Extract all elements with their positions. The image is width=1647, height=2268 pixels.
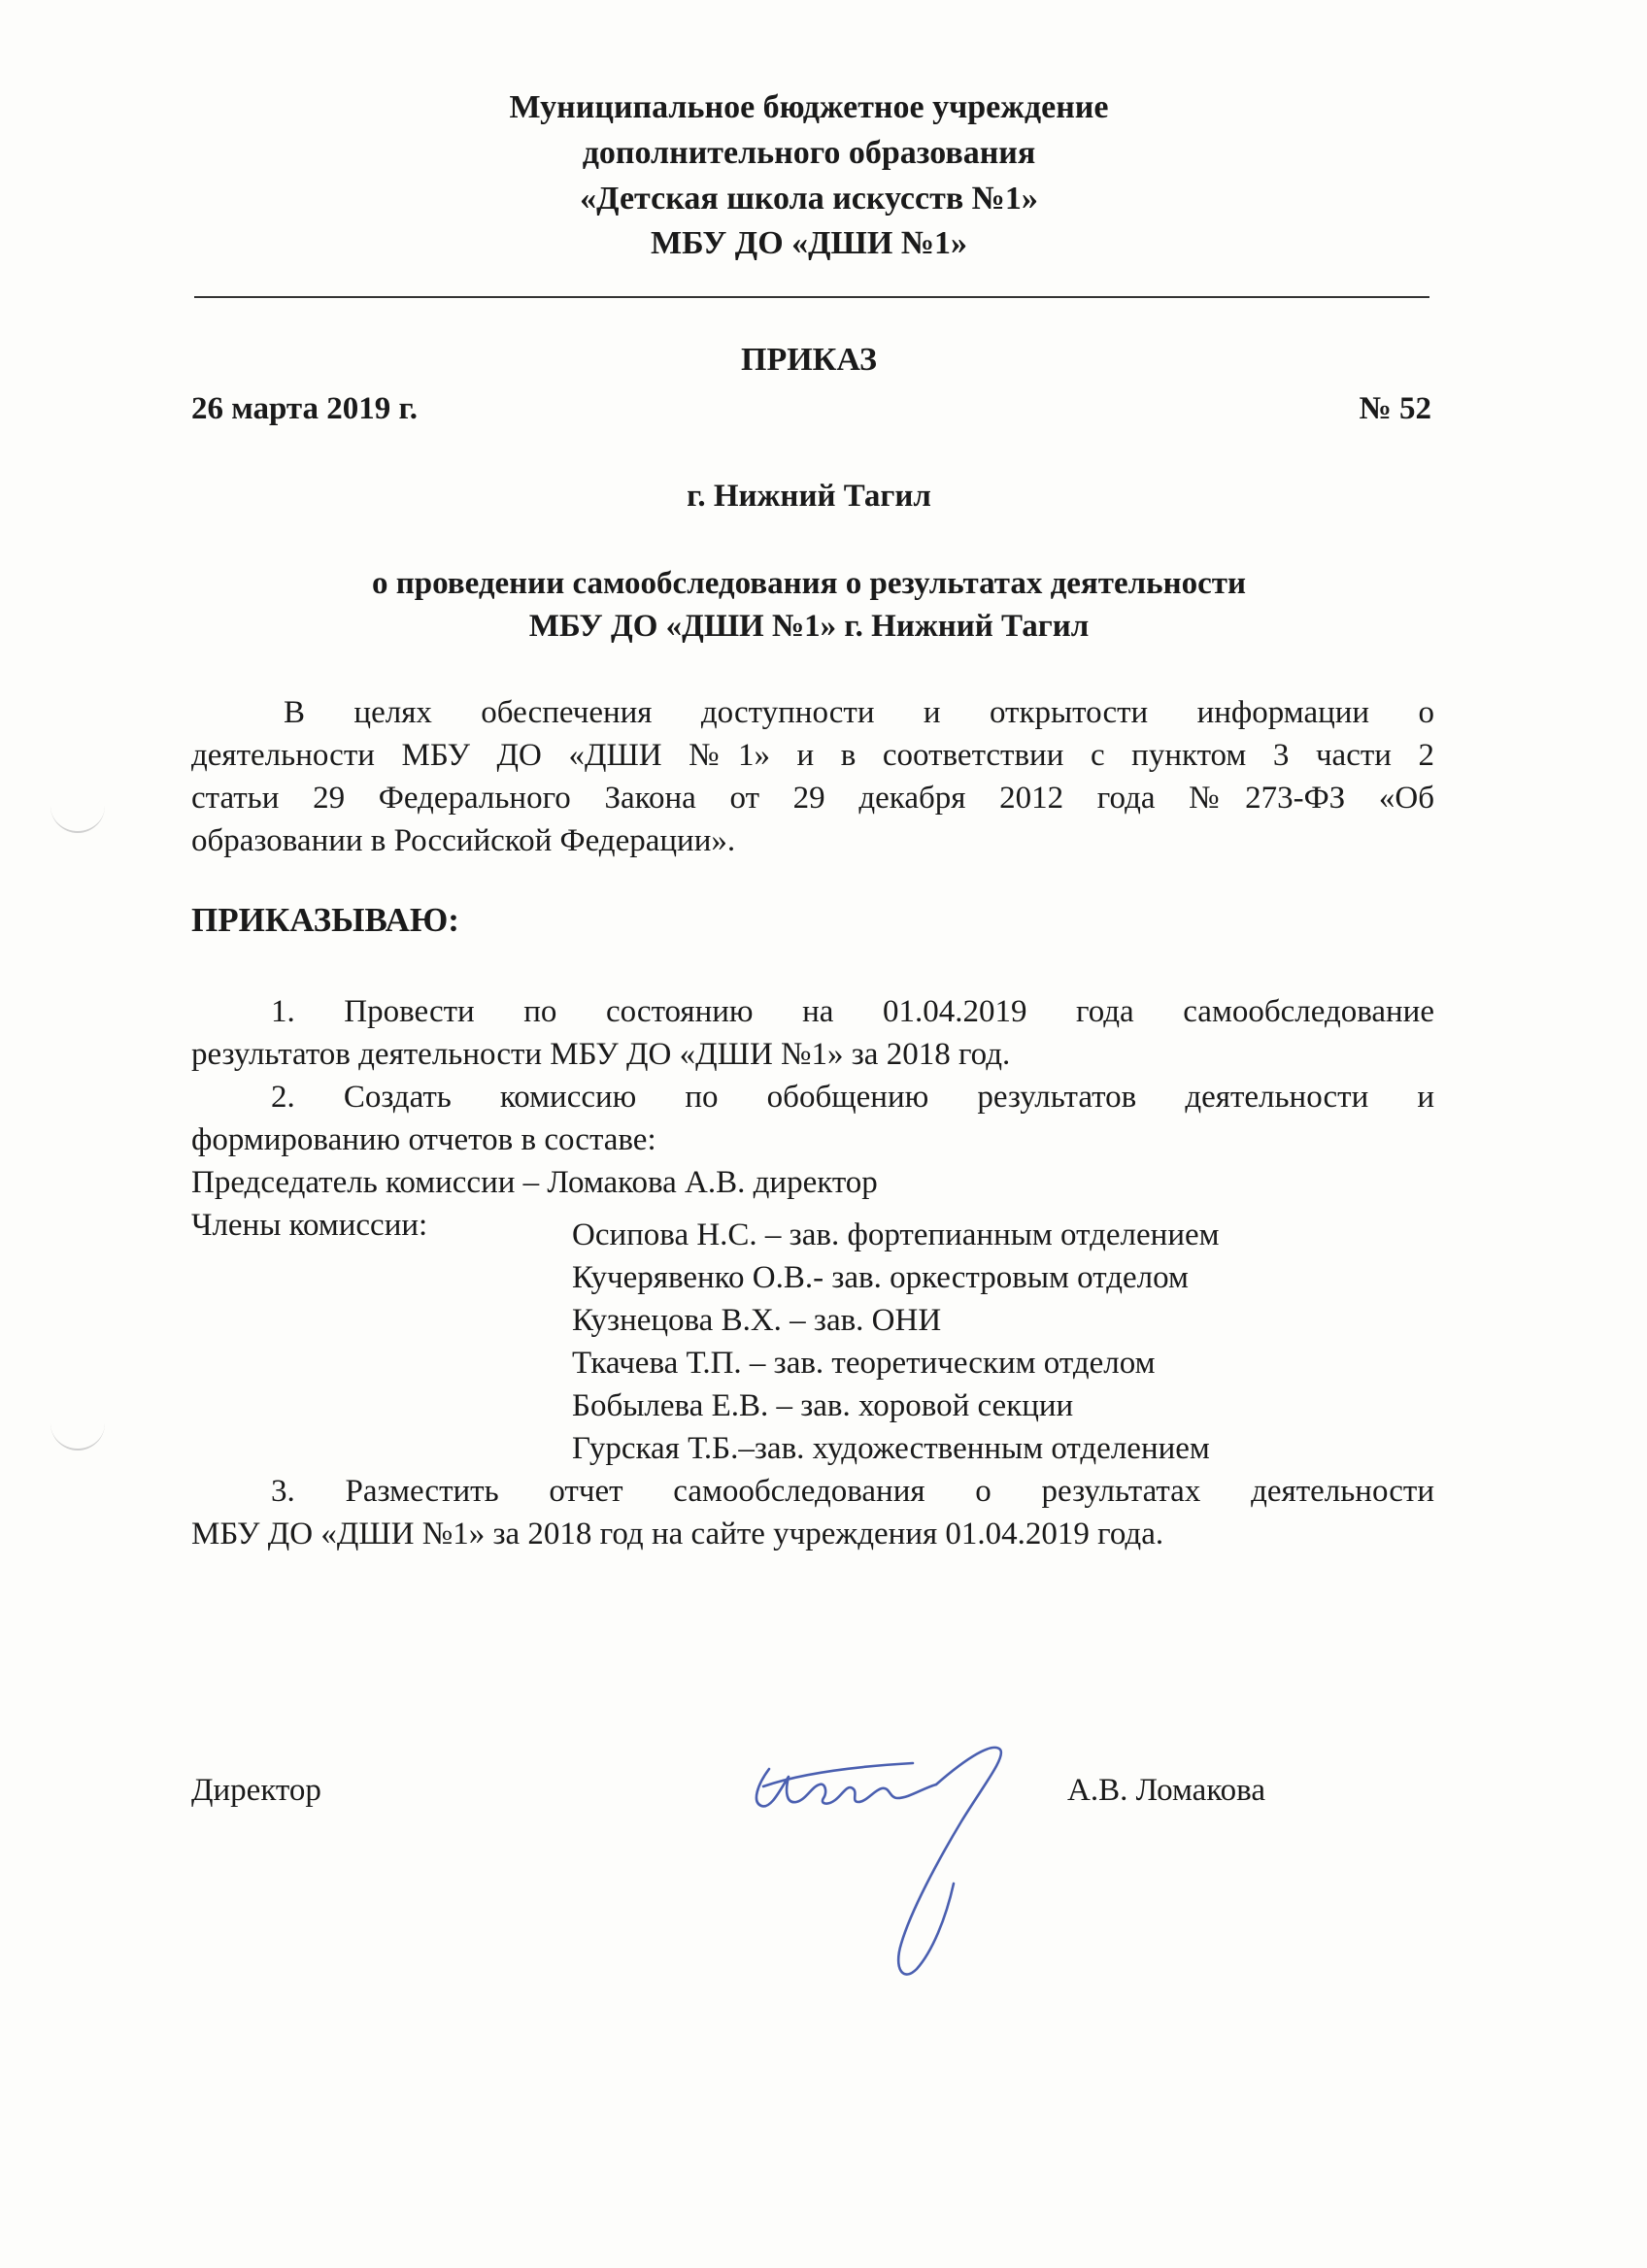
order-date: 26 марта 2019 г. — [191, 391, 419, 426]
preamble-line: В целях обеспечения доступности и открытости информации о — [284, 695, 1434, 730]
institution-name-line2: дополнительного образования — [582, 135, 1036, 171]
institution-name-line1: Муниципальное бюджетное учреждение — [509, 89, 1109, 125]
signatory-name: А.В. Ломакова — [1067, 1773, 1265, 1808]
item3-line: 3. Разместить отчет самообследования о результатах деятельности — [271, 1474, 1434, 1509]
commission-member: Ткачева Т.П. – зав. теоретическим отделом — [572, 1346, 1156, 1381]
commission-chairman: Председатель комиссии – Ломакова А.В. директор — [191, 1165, 878, 1200]
institution-name-line3: «Детская школа искусств №1» — [580, 181, 1038, 217]
commission-member: Кузнецова В.Х. – зав. ОНИ — [572, 1303, 942, 1338]
preamble-line: статьи 29 Федерального Закона от 29 декабря 2012 года №273-ФЗ «Об — [191, 781, 1434, 816]
punch-hole-mark — [50, 802, 105, 833]
handwritten-signature — [738, 1728, 1049, 2000]
order-subject-line1: о проведении самообследования о результатах деятельности — [372, 566, 1246, 601]
item2-line: 2. Создать комиссию по обобщению результатов деятельности и — [271, 1080, 1434, 1115]
item3 — [191, 1470, 1434, 1555]
item1-line: результатов деятельности МБУ ДО «ДШИ №1» за 2018 год. — [191, 1037, 1011, 1072]
order-subject-line2: МБУ ДО «ДШИ №1» г. Нижний Тагил — [528, 609, 1090, 644]
order-items — [191, 990, 1434, 1247]
preamble-line: деятельности МБУ ДО «ДШИ №1» и в соответствии с пунктом 3 части 2 — [191, 738, 1434, 773]
item3-line: МБУ ДО «ДШИ №1» за 2018 год на сайте учреждения 01.04.2019 года. — [191, 1517, 1164, 1551]
item2-line: формированию отчетов в составе: — [191, 1122, 656, 1157]
signature-stroke — [898, 1748, 1001, 1975]
commission-members-label: Члены комиссии: — [191, 1208, 428, 1243]
header-divider — [194, 296, 1429, 298]
preamble-paragraph — [191, 691, 1434, 862]
commission-member: Бобылева Е.В. – зав. хоровой секции — [572, 1388, 1074, 1423]
order-title: ПРИКАЗ — [741, 342, 877, 378]
institution-abbreviation: МБУ ДО «ДШИ №1» — [650, 225, 967, 261]
item1-line: 1. Провести по состоянию на 01.04.2019 года самообследование — [271, 994, 1434, 1029]
orders-label: ПРИКАЗЫВАЮ: — [191, 901, 459, 939]
order-number: № 52 — [1359, 391, 1431, 426]
commission-members-list — [572, 1214, 1220, 1470]
punch-hole-mark — [50, 1419, 105, 1451]
preamble-line: образовании в Российской Федерации». — [191, 823, 736, 858]
commission-member: Гурская Т.Б.–зав. художественным отделением — [572, 1431, 1210, 1466]
order-city: г. Нижний Тагил — [687, 479, 931, 514]
commission-member: Кучерявенко О.В.- зав. оркестровым отделом — [572, 1260, 1189, 1295]
signature-stroke — [756, 1769, 936, 1806]
signatory-role: Директор — [191, 1773, 321, 1808]
commission-member: Осипова Н.С. – зав. фортепианным отделением — [572, 1217, 1220, 1252]
